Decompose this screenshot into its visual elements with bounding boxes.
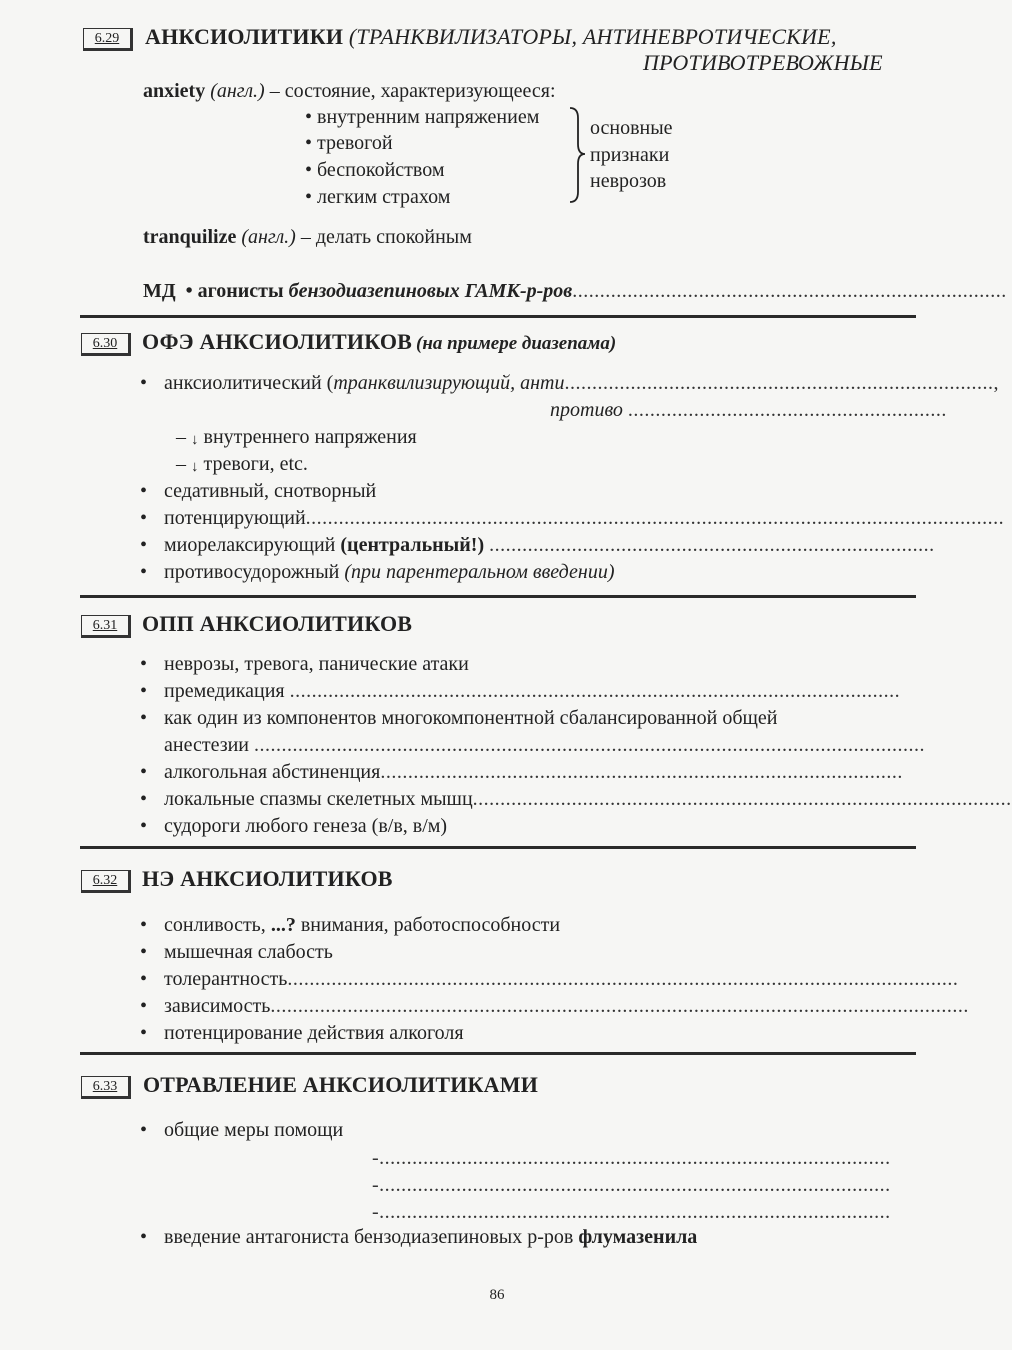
title-italic-1: (ТРАНКВИЛИЗАТОРЫ, АНТИНЕВРОТИЧЕСКИЕ,: [348, 24, 837, 49]
list-item: [140, 532, 935, 558]
bullet-icon: •: [140, 372, 148, 394]
list-item: [140, 505, 1005, 531]
fill-in-dots: -.............................................................................................: [372, 1147, 891, 1169]
sub-item: – ↓ внутреннего напряжения: [176, 424, 417, 452]
item-text: седативный, снотворный: [164, 480, 377, 502]
item-text: неврозы, тревога, панические атаки: [164, 653, 469, 675]
fill-in-dots: ...............................................................................................: [380, 761, 903, 783]
list-item: [140, 1117, 343, 1143]
item-text: внимания, работоспособности: [295, 914, 561, 936]
title-sub: (на примере диазепама): [416, 333, 617, 354]
tranquilize-word: tranquilize: [143, 226, 237, 248]
title-main: АНКСИОЛИТИКИ: [145, 24, 344, 49]
section-number-6-33: 6.33: [81, 1076, 131, 1099]
list-item: [140, 559, 614, 585]
section-title-6-32: НЭ АНКСИОЛИТИКОВ: [142, 866, 393, 891]
list-item: [140, 1224, 697, 1250]
anxiety-definition: [143, 78, 556, 104]
item-text: противосудорожный: [164, 561, 345, 583]
section-title-6-33: ОТРАВЛЕНИЕ АНКСИОЛИТИКАМИ: [143, 1072, 539, 1097]
brace-label-3: неврозов: [590, 170, 667, 192]
list-item: [140, 813, 447, 839]
down-arrow-icon: ↓: [191, 432, 199, 448]
brace-label-2: признаки: [590, 144, 670, 166]
fill-in-dots: ...............................................................................................................................: [270, 995, 969, 1017]
sub-item-text: внутреннего напряжения: [203, 426, 417, 448]
item-text: алкогольная абстиненция: [164, 761, 381, 783]
section-number-6-32: 6.32: [81, 870, 131, 893]
anxiety-item-3: • беспокойством: [305, 159, 445, 181]
tranquilize-def: – делать спокойным: [295, 226, 472, 248]
section-number-6-29: 6.29: [83, 28, 133, 51]
bullet-icon: •: [140, 507, 148, 529]
item-text: толерантность: [164, 968, 288, 990]
fill-in-dots: ...............................................................................................................................: [305, 507, 1005, 529]
item-italic: противо: [550, 399, 623, 421]
down-arrow-icon: ↓: [191, 459, 199, 475]
list-item: [140, 370, 999, 396]
bullet-icon: •: [140, 1022, 148, 1044]
item-text: зависимость: [164, 995, 271, 1017]
section-divider: [80, 1052, 916, 1055]
list-item-cont: [550, 397, 947, 423]
page-number: 86: [489, 1287, 505, 1303]
fill-in-dots: ..............................................................................,: [564, 372, 999, 394]
anxiety-item-1: • внутренним напряжением: [305, 106, 540, 128]
brace-label-1: основные: [590, 117, 673, 139]
md-italic: бензодиазепиновых ГАМК-р-ров: [288, 280, 573, 302]
bullet-icon: •: [140, 1226, 148, 1248]
item-text: потенцирующий: [164, 507, 306, 529]
fill-in-line: [372, 1199, 910, 1225]
fill-in-dots: ...............................................................................................................: [289, 680, 901, 702]
curly-brace-icon: [566, 106, 588, 204]
fill-in-dots: -.............................................................................................: [372, 1174, 891, 1196]
bullet-icon: •: [140, 941, 148, 963]
list-item: [140, 678, 906, 704]
list-item: [140, 651, 469, 677]
tranquilize-lang: (англ.): [241, 226, 296, 248]
sub-item-text: тревоги, etc.: [203, 453, 308, 475]
anxiety-lang: (англ.): [210, 80, 265, 102]
list-item: [140, 912, 560, 938]
item-text: премедикация: [164, 680, 285, 702]
bullet-icon: •: [140, 914, 148, 936]
list-item: [140, 993, 969, 1019]
item-text: сонливость,: [164, 914, 271, 936]
bullet-icon: •: [140, 1119, 148, 1141]
bullet-icon: •: [140, 680, 148, 702]
section-title-6-31: ОПП АНКСИОЛИТИКОВ: [142, 611, 413, 636]
section-title-6-29-cont: [643, 50, 883, 76]
section-divider: [80, 846, 916, 849]
fill-in-dots: ...............................................................................: [572, 280, 1007, 302]
item-text: локальные спазмы скелетных мышц: [164, 788, 473, 810]
bullet-icon: •: [140, 534, 148, 556]
fill-in-dots: ..........................................................: [627, 399, 947, 421]
title-italic-2: ПРОТИВОТРЕВОЖНЫЕ: [643, 50, 883, 75]
item-bold: ...?: [270, 914, 296, 936]
section-divider: [80, 315, 916, 318]
section-title-6-30: [142, 329, 616, 355]
fill-in-dots: ..................................................................................................: [472, 788, 1012, 810]
bullet-icon: •: [140, 815, 148, 837]
list-item: [140, 759, 910, 785]
list-item: [140, 705, 778, 731]
item-text: миорелаксирующий: [164, 534, 341, 556]
fill-in-dots: ..........................................................................................................................: [254, 734, 925, 756]
item-text: судороги любого генеза (в/в, в/м): [164, 815, 448, 837]
list-item: [140, 478, 376, 504]
md-line: [143, 278, 1007, 304]
item-italic: (при парентеральном введении): [344, 561, 615, 583]
item-text: анестезии: [164, 734, 249, 756]
fill-in-dots: .................................................................................: [489, 534, 935, 556]
fill-in-dots: -.............................................................................................: [372, 1201, 891, 1223]
bullet-icon: •: [140, 707, 148, 729]
list-item: [140, 786, 1012, 812]
sub-item: – ↓ тревоги, etc.: [176, 451, 308, 479]
anxiety-item-4: • легким страхом: [305, 186, 451, 208]
section-title-6-29: [145, 24, 837, 50]
title-main: ОФЭ АНКСИОЛИТИКОВ: [142, 329, 412, 354]
list-item: [140, 966, 959, 992]
section-number-6-30: 6.30: [81, 333, 131, 356]
bullet-icon: •: [140, 480, 148, 502]
item-text: анксиолитический (: [164, 372, 334, 394]
item-text: общие меры помощи: [164, 1119, 344, 1141]
bullet-icon: •: [140, 653, 148, 675]
md-bold: • агонисты: [185, 280, 284, 302]
bullet-icon: •: [140, 761, 148, 783]
bullet-icon: •: [140, 968, 148, 990]
section-divider: [80, 595, 916, 598]
section-number-6-31: 6.31: [81, 615, 131, 638]
bullet-icon: •: [140, 561, 148, 583]
item-text: введение антагониста бензодиазепиновых р-ров: [164, 1226, 579, 1248]
item-italic: транквилизирующий, анти: [333, 372, 565, 394]
anxiety-word: anxiety: [143, 80, 206, 102]
fill-in-line: [372, 1145, 910, 1171]
bullet-icon: •: [140, 788, 148, 810]
item-text: как один из компонентов многокомпонентной сбалансированной общей: [164, 707, 778, 729]
bullet-icon: •: [140, 995, 148, 1017]
fill-in-line: [372, 1172, 910, 1198]
tranquilize-definition: [143, 224, 472, 250]
anxiety-item-2: • тревогой: [305, 132, 393, 154]
list-item-cont: [164, 732, 925, 758]
anxiety-def: – состояние, характеризующееся:: [264, 80, 556, 102]
fill-in-dots: ..........................................................................................................................: [287, 968, 959, 990]
md-label: МД: [143, 280, 176, 302]
list-item: [140, 1020, 464, 1046]
item-text: потенцирование действия алкоголя: [164, 1022, 464, 1044]
list-item: [140, 939, 333, 965]
item-text: мышечная слабость: [164, 941, 333, 963]
item-bold: флумазенила: [578, 1226, 698, 1248]
item-bold: (центральный!): [340, 534, 485, 556]
